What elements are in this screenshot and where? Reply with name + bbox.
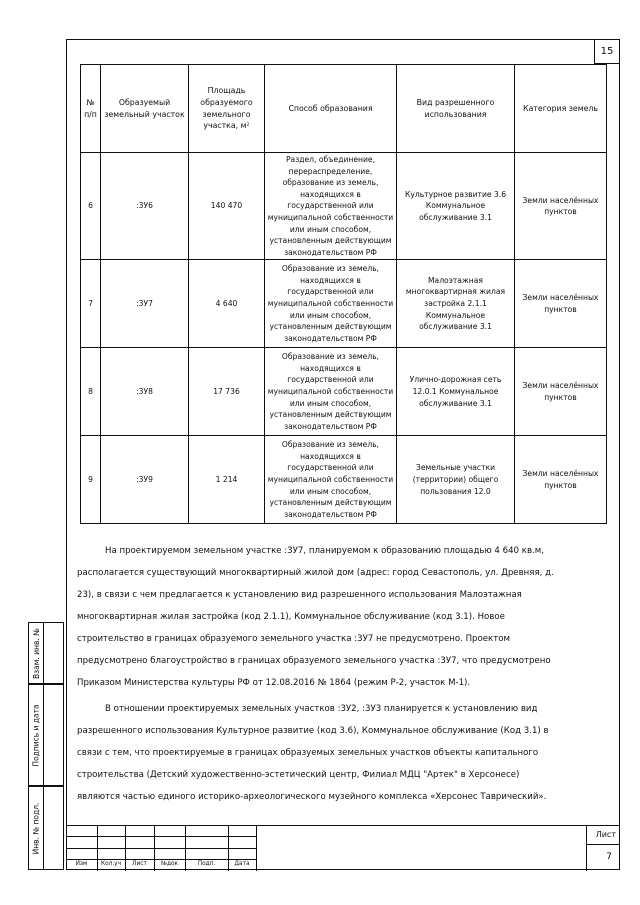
cell-num: 9 <box>81 436 101 524</box>
side-stamp-inv <box>28 786 64 870</box>
cell-method: Образование из земель, находящихся в государственной или муниципальной собственности или иным способом, установленным действующим законодательством РФ <box>265 260 397 348</box>
table-row <box>81 436 607 524</box>
side-label-inv: Инв. № подл. <box>31 802 41 854</box>
cell-method: Раздел, объединение, перераспределение, образование из земель, находящихся в государственной или муниципальной собственности или иным способом, установленным действующим законодательством РФ <box>265 153 397 260</box>
cell-method: Образование из земель, находящихся в государственной или муниципальной собственности или иным способом, установленным действующим законодательством РФ <box>265 348 397 436</box>
stamp-label-podp: Подп. <box>197 861 216 867</box>
cell-area: 140 470 <box>189 153 265 260</box>
cell-use: Улично-дорожная сеть 12.0.1 Коммунальное обслуживание 3.1 <box>397 348 515 436</box>
col-header-num: № п/п <box>81 65 101 153</box>
page-number: 15 <box>594 39 619 64</box>
text-line: связи с тем, что проектируемые в границах образуемых земельных участков объекты капитального <box>77 748 539 758</box>
cell-category: Земли населённых пунктов <box>515 153 607 260</box>
col-header-category: Категория земель <box>515 65 607 153</box>
side-label-vzam: Взам. инв. № <box>31 627 41 679</box>
text-line: располагается существующий многоквартирный жилой дом (адрес: город Севастополь, ул. Древняя, д. <box>77 568 554 578</box>
side-stamp-vzam <box>28 622 64 684</box>
cell-plot: :3У8 <box>101 348 189 436</box>
text-line: строительства (Детский художественно-эстетический центр, Филиал МДЦ "Артек" в Херсонесе) <box>77 770 520 780</box>
table-row <box>81 348 607 436</box>
col-header-plot: Образуемый земельный участок <box>101 65 189 153</box>
cell-num: 6 <box>81 153 101 260</box>
text-line: разрешенного использования Культурное развитие (код 3.6), Коммунальное обслуживание (Код 3.1) в <box>77 726 549 736</box>
cell-num: 7 <box>81 260 101 348</box>
stamp-label-kol: Кол.уч <box>100 861 122 867</box>
cell-category: Земли населённых пунктов <box>515 436 607 524</box>
stamp-label-data: Дата <box>234 861 250 867</box>
sheet-number: 7 <box>606 852 612 862</box>
table-header-row <box>81 65 607 153</box>
title-block <box>66 825 620 871</box>
land-plots-table <box>80 64 607 524</box>
text-line: На проектируемом земельном участке :3У7, планируемом к образованию площадью 4 640 кв.м, <box>105 546 544 556</box>
col-header-use: Вид разрешенного использования <box>397 65 515 153</box>
stamp-label-list: Лист <box>132 861 147 867</box>
col-header-area: Площадь образуемого земельного участка, м² <box>189 65 265 153</box>
cell-plot: :3У7 <box>101 260 189 348</box>
text-line: многоквартирная жилая застройка (код 2.1.1), Коммунальное обслуживание (код 3.1). Новое <box>77 612 505 622</box>
stamp-label-ndok: №док <box>160 861 179 867</box>
cell-use: Малоэтажная многоквартирная жилая застройка 2.1.1 Коммунальное обслуживание 3.1 <box>397 260 515 348</box>
table-row <box>81 260 607 348</box>
cell-category: Земли населённых пунктов <box>515 348 607 436</box>
cell-area: 4 640 <box>189 260 265 348</box>
table-row <box>81 153 607 260</box>
paragraph-plot-3u7 <box>77 540 613 694</box>
text-line: Приказом Министерства культуры РФ от 12.08.2016 № 1864 (режим Р-2, участок М-1). <box>77 678 471 688</box>
cell-use: Земельные участки (территории) общего пользования 12.0 <box>397 436 515 524</box>
paragraph-plots-3u2-3u3 <box>77 698 613 808</box>
text-line: В отношении проектируемых земельных участков :3У2, :3У3 планируется к установлению вид <box>105 704 538 714</box>
text-line: предусмотрено благоустройство в границах образуемого земельного участка :3У7, что предусмотрено <box>77 656 551 666</box>
cell-area: 17 736 <box>189 348 265 436</box>
cell-category: Земли населённых пунктов <box>515 260 607 348</box>
side-label-podpis: Подпись и дата <box>31 703 41 767</box>
text-line: 23), в связи с чем предлагается к установлению вид разрешенного использования Малоэтажная <box>77 590 522 600</box>
cell-method: Образование из земель, находящихся в государственной или муниципальной собственности или иным способом, установленным действующим законодательством РФ <box>265 436 397 524</box>
text-line: строительство в границах образуемого земельного участка :3У7 не предусмотрено. Проектом <box>77 634 510 644</box>
cell-num: 8 <box>81 348 101 436</box>
cell-plot: :3У9 <box>101 436 189 524</box>
sheet-label: Лист <box>595 830 616 839</box>
stamp-label-izm: Изм <box>75 861 88 867</box>
text-line: являются частью единого историко-археологического музейного комплекса «Херсонес Таврический». <box>77 792 547 802</box>
cell-use: Культурное развитие 3.6 Коммунальное обслуживание 3.1 <box>397 153 515 260</box>
col-header-method: Способ образования <box>265 65 397 153</box>
cell-area: 1 214 <box>189 436 265 524</box>
side-stamp-podpis <box>28 684 64 786</box>
cell-plot: :3У6 <box>101 153 189 260</box>
